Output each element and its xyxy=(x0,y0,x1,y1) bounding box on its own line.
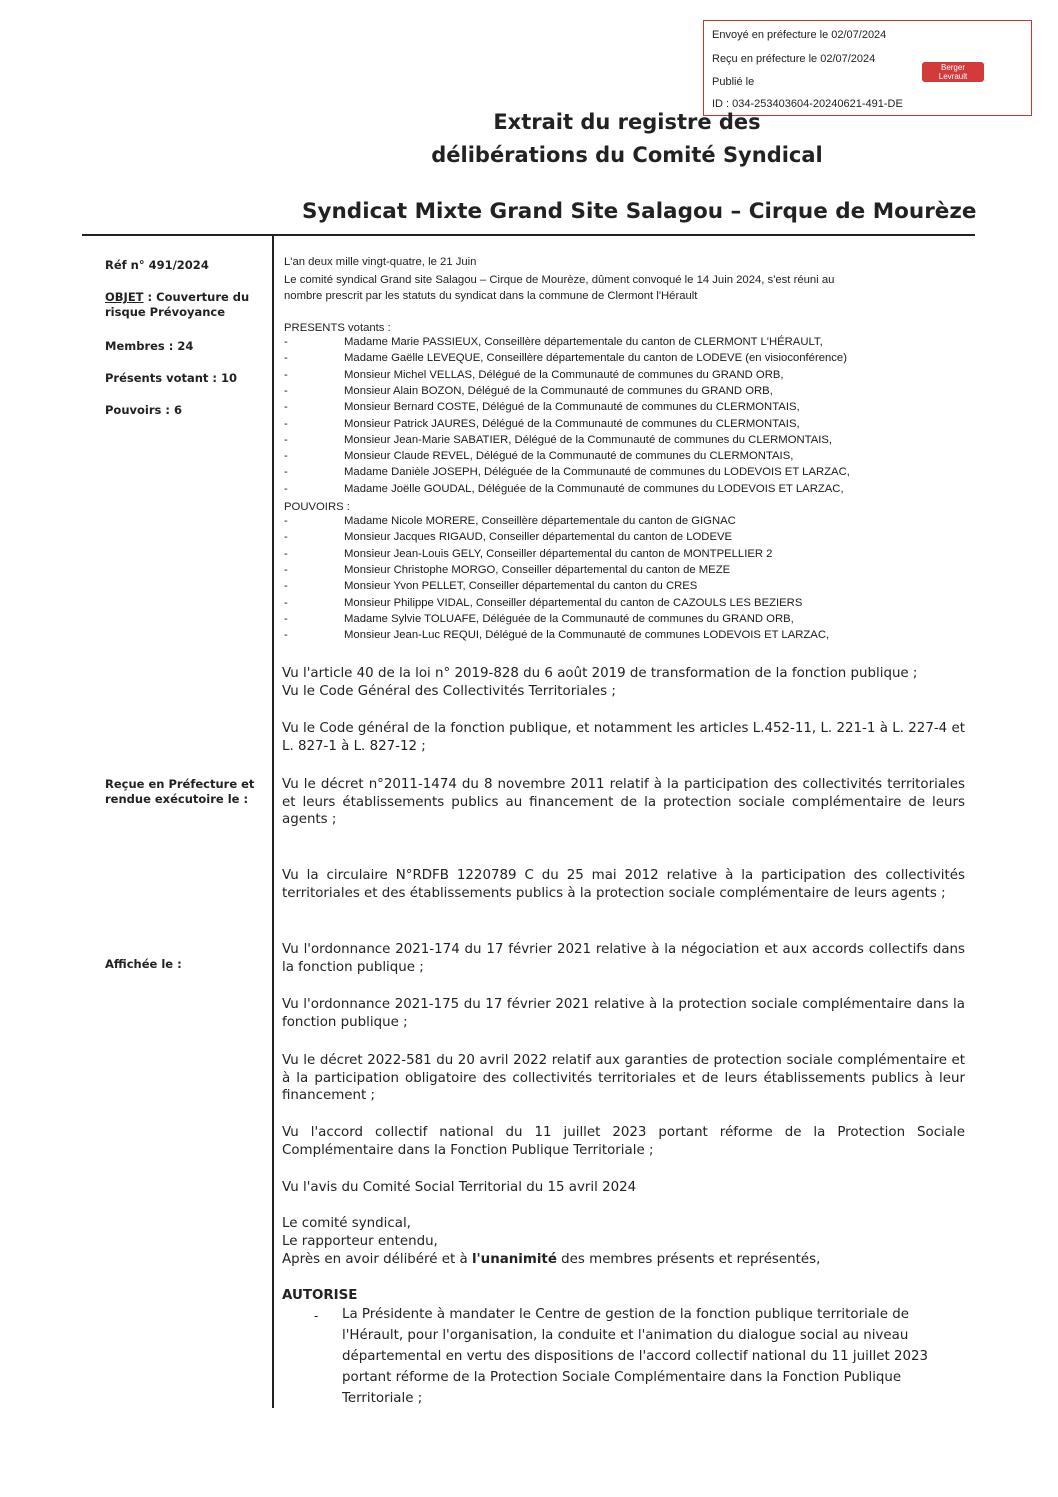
present-item: Monsieur Jean-Marie SABATIER, Délégué de la Communauté de communes du CLERMONTAIS, xyxy=(344,433,833,446)
intro-lieu: nombre prescrit par les statuts du syndicat dans la commune de Clermont l'Hérault xyxy=(284,290,698,302)
visa-loi-2019: Vu l'article 40 de la loi n° 2019-828 du 6 août 2019 de transformation de la fonction publique ; xyxy=(282,666,918,681)
presents-label: PRESENTS votants : xyxy=(284,322,391,334)
present-bullet: - xyxy=(284,336,288,348)
unanimite-bold: l'unanimité xyxy=(471,1252,557,1267)
pouvoirs-count: Pouvoirs : 6 xyxy=(105,403,182,417)
present-item: Madame Marie PASSIEUX, Conseillère départementale du canton de CLERMONT L'HÉRAULT, xyxy=(344,336,823,348)
visa-decret-2011: Vu le décret n°2011-1474 du 8 novembre 2011 relatif à la participation des collectivités territoriales et leurs établissements publics au financement de la protection sociale complémentaire de leurs agents ; xyxy=(282,777,965,827)
intro-date: L'an deux mille vingt-quatre, le 21 Juin xyxy=(284,256,477,268)
pouvoir-item: Monsieur Philippe VIDAL, Conseiller départemental du canton de CAZOULS LES BEZIERS xyxy=(344,596,803,609)
reference-number: Réf n° 491/2024 xyxy=(105,258,209,272)
pouvoir-bullet: - xyxy=(284,563,288,576)
present-item: Monsieur Claude REVEL, Délégué de la Communauté de communes du CLERMONTAIS, xyxy=(344,450,794,463)
present-item: Madame Joëlle GOUDAL, Déléguée de la Communauté de communes du LODEVOIS ET LARZAC, xyxy=(344,482,844,495)
present-item: Madame Gaëlle LEVEQUE, Conseillère départementale du canton de LODEVE (en visioconférence) xyxy=(344,352,847,365)
objet-block xyxy=(105,290,249,320)
presents-count: Présents votant : 10 xyxy=(105,371,238,385)
pouvoirs-label: POUVOIRS : xyxy=(284,501,350,513)
berger-levrault-logo xyxy=(922,62,984,82)
stamp-publie: Publié le xyxy=(712,76,755,88)
unanimite-pre: Après en avoir délibéré et à xyxy=(282,1252,472,1267)
present-item: Monsieur Patrick JAURES, Délégué de la Communauté de communes du CLERMONTAIS, xyxy=(344,417,800,430)
column-divider xyxy=(272,236,274,1408)
objet-text2: risque Prévoyance xyxy=(105,305,226,319)
intro-convocation: Le comité syndical Grand site Salagou – Cirque de Mourèze, dûment convoqué le 14 Juin 2024, s'est réuni au xyxy=(284,274,835,286)
present-bullet: - xyxy=(284,417,288,430)
stamp-envoye: Envoyé en préfecture le 02/07/2024 xyxy=(712,29,887,41)
visa-cgct: Vu le Code Général des Collectivités Territoriales ; xyxy=(282,684,616,699)
recue-line1: Reçue en Préfecture et xyxy=(105,777,255,791)
objet-text: : Couverture du xyxy=(143,290,250,304)
stamp-id: ID : 034-253403604-20240621-491-DE xyxy=(712,98,903,110)
recue-line2: rendue exécutoire le : xyxy=(105,792,249,806)
present-bullet: - xyxy=(284,450,288,463)
present-bullet: - xyxy=(284,401,288,414)
logo-line2: Levrault xyxy=(938,72,968,81)
visa-ordonnance-2021-174: Vu l'ordonnance 2021-174 du 17 février 2021 relative à la négociation et aux accords collectifs dans la fonction publique ; xyxy=(282,942,965,975)
pouvoir-bullet: - xyxy=(284,629,288,642)
pouvoir-item: Monsieur Jean-Louis GELY, Conseiller départemental du canton de MONTPELLIER 2 xyxy=(344,547,773,560)
pouvoir-item: Monsieur Jacques RIGAUD, Conseiller départemental du canton de LODEVE xyxy=(344,531,733,544)
pouvoir-bullet: - xyxy=(284,596,288,609)
pouvoir-bullet: - xyxy=(284,612,288,625)
present-bullet: - xyxy=(284,384,288,397)
visa-ordonnance-2021-175: Vu l'ordonnance 2021-175 du 17 février 2021 relative à la protection sociale complémentaire dans la fonction publique ; xyxy=(282,997,965,1030)
document-title-line1: Extrait du registre des xyxy=(493,110,761,134)
membres-count: Membres : 24 xyxy=(105,339,194,353)
recue-prefecture xyxy=(105,777,254,807)
pouvoir-item: Monsieur Christophe MORGO, Conseiller départemental du canton de MEZE xyxy=(344,563,731,576)
pouvoir-item: Madame Sylvie TOLUAFE, Déléguée de la Communauté de communes du GRAND ORB, xyxy=(344,612,794,625)
visa-avis-cst: Vu l'avis du Comité Social Territorial du 15 avril 2024 xyxy=(282,1180,637,1195)
autorise-bullet: - xyxy=(314,1308,319,1323)
pouvoir-item: Monsieur Jean-Luc REQUI, Délégué de la Communauté de communes LODEVOIS ET LARZAC, xyxy=(344,629,830,642)
present-item: Monsieur Michel VELLAS, Délégué de la Communauté de communes du GRAND ORB, xyxy=(344,368,784,381)
autorise-heading: AUTORISE xyxy=(282,1288,358,1303)
present-item: Monsieur Bernard COSTE, Délégué de la Communauté de communes du CLERMONTAIS, xyxy=(344,401,800,414)
header-divider xyxy=(82,234,975,236)
pouvoir-bullet: - xyxy=(284,515,288,527)
present-bullet: - xyxy=(284,433,288,446)
present-item: Monsieur Alain BOZON, Délégué de la Communauté de communes du GRAND ORB, xyxy=(344,384,773,397)
pouvoir-item: Monsieur Yvon PELLET, Conseiller départemental du canton du CRES xyxy=(344,580,698,593)
present-bullet: - xyxy=(284,482,288,495)
present-item: Madame Danièle JOSEPH, Déléguée de la Communauté de communes du LODEVOIS ET LARZAC, xyxy=(344,466,850,479)
decision-rapporteur: Le rapporteur entendu, xyxy=(282,1234,438,1249)
affichee-label: Affichée le : xyxy=(105,957,182,971)
visa-decret-2022: Vu le décret 2022-581 du 20 avril 2022 relatif aux garanties de protection sociale complémentaire et à la participation obligatoire des collectivités territoriales et de leurs établissements publics à leur financement ; xyxy=(282,1053,965,1103)
autorise-item: La Présidente à mandater le Centre de gestion de la fonction publique territoriale de l'Hérault, pour l'organisation, la conduite et l'animation du dialogue social au niveau départemental en vertu des dispositions de l'accord collectif national du 11 juillet 2023 portant réforme de la Protection Sociale Complémentaire dans la Fonction Publique Territoriale ; xyxy=(342,1307,929,1406)
visa-code-fonction-publique: Vu le Code général de la fonction publique, et notamment les articles L.452-11, L. 221-1 à L. 227-4 et L. 827-1 à L. 827-12 ; xyxy=(282,721,965,754)
prefecture-stamp xyxy=(703,20,1032,116)
logo-line1: Berger xyxy=(940,63,965,72)
decision-comite: Le comité syndical, xyxy=(282,1216,411,1231)
present-bullet: - xyxy=(284,368,288,381)
document-title-line2: délibérations du Comité Syndical xyxy=(431,143,823,167)
present-bullet: - xyxy=(284,466,288,479)
pouvoir-bullet: - xyxy=(284,547,288,560)
decision-unanimite xyxy=(282,1251,965,1269)
syndicat-name: Syndicat Mixte Grand Site Salagou – Cirque de Mourèze xyxy=(302,199,977,224)
unanimite-post: des membres présents et représentés, xyxy=(556,1252,821,1267)
objet-label: OBJET xyxy=(105,290,144,304)
visa-accord-2023: Vu l'accord collectif national du 11 juillet 2023 portant réforme de la Protection Sociale Complémentaire dans la Fonction Publique Territoriale ; xyxy=(282,1125,965,1158)
pouvoir-bullet: - xyxy=(284,531,288,544)
stamp-recu: Reçu en préfecture le 02/07/2024 xyxy=(712,53,876,65)
present-bullet: - xyxy=(284,352,288,365)
pouvoir-bullet: - xyxy=(284,580,288,593)
pouvoir-item: Madame Nicole MORERE, Conseillère départementale du canton de GIGNAC xyxy=(344,515,736,527)
visa-circulaire-2012: Vu la circulaire N°RDFB 1220789 C du 25 mai 2012 relative à la participation des collectivités territoriales et des établissements publics à la protection sociale complémentaire de leurs agents ; xyxy=(282,868,965,901)
